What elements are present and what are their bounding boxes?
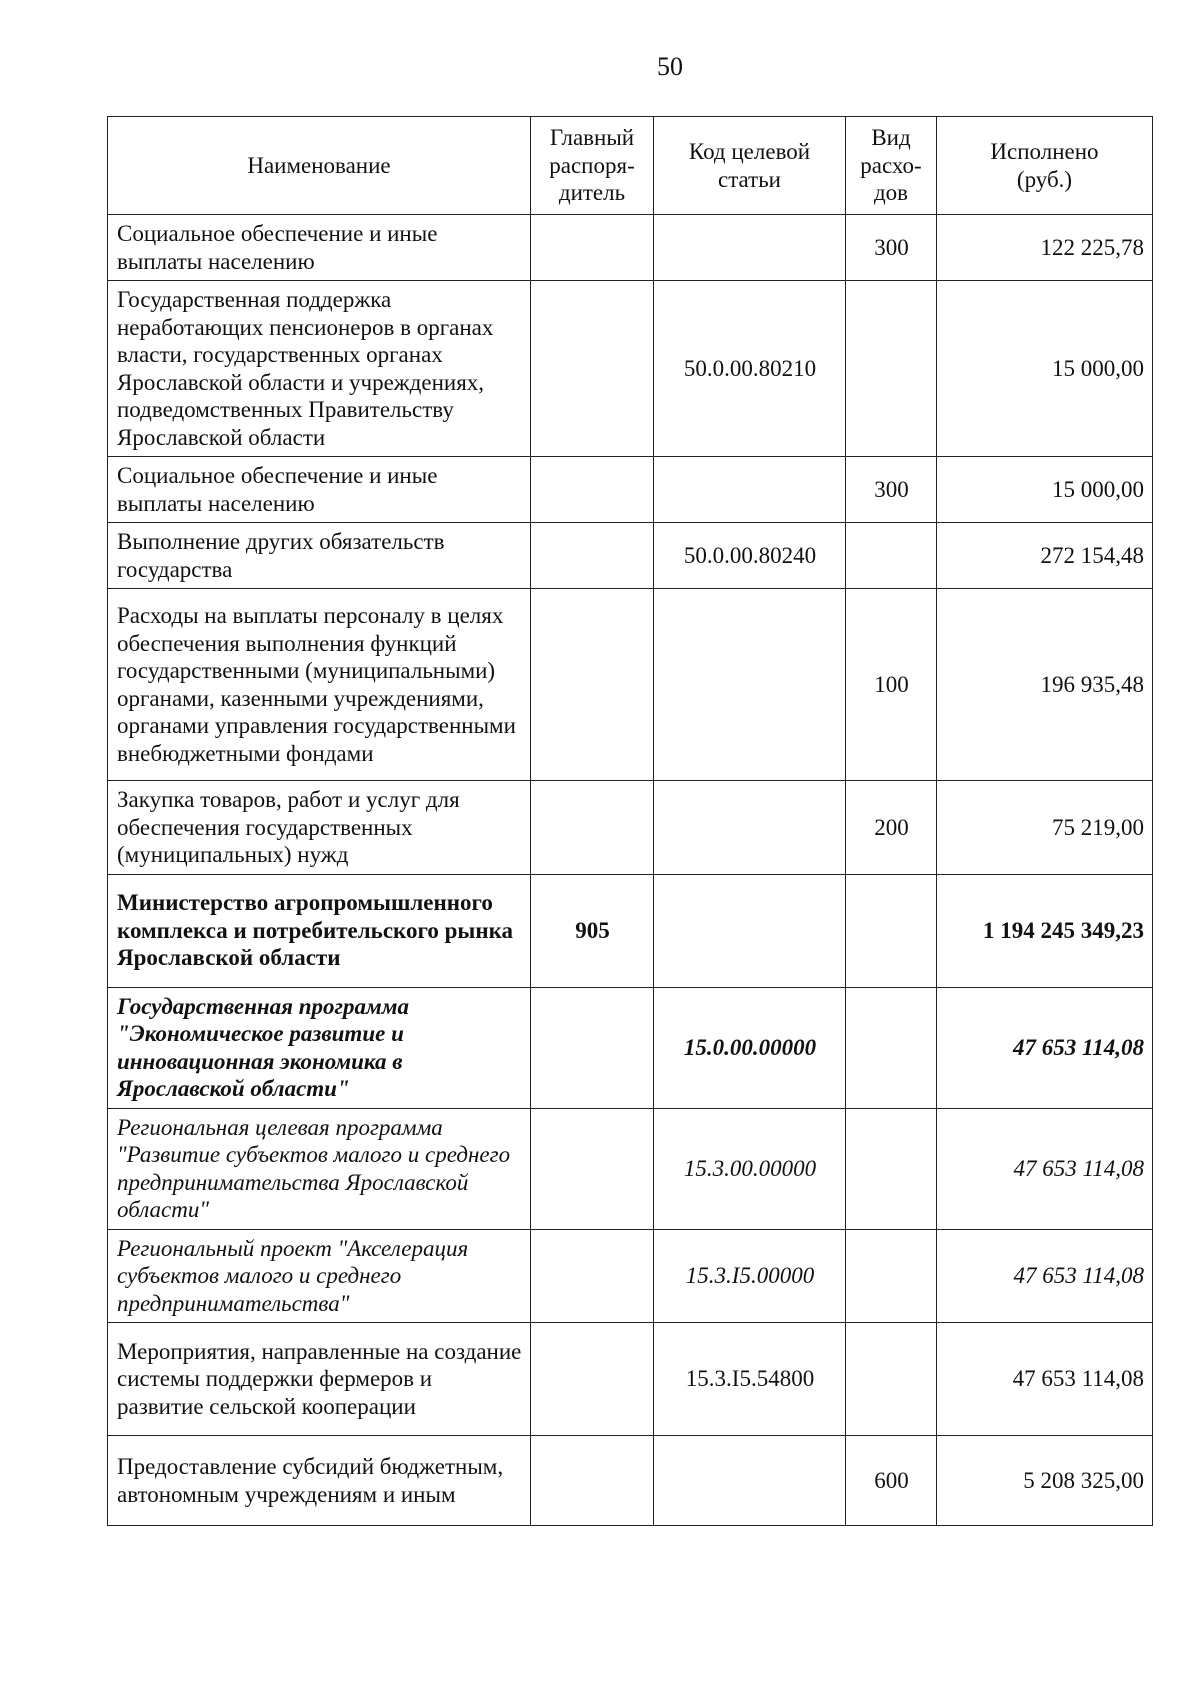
row-type-cell: 300 xyxy=(846,457,937,523)
row-name-cell: Мероприятия, направленные на создание системы поддержки фермеров и развитие сельской кооперации xyxy=(108,1323,531,1436)
header-executed: Исполнено (руб.) xyxy=(937,117,1153,215)
table-row xyxy=(108,874,1153,987)
row-amount-cell: 47 653 114,08 xyxy=(937,987,1153,1108)
header-code: Код целевой статьи xyxy=(654,117,846,215)
row-amount-cell: 272 154,48 xyxy=(937,523,1153,589)
row-name-cell: Государственная поддержка неработающих пенсионеров в органах власти, государственных органах Ярославской области и учреждениях, подведомственных Правительству Ярославской области xyxy=(108,281,531,457)
row-chief-cell: 905 xyxy=(531,874,654,987)
table-row xyxy=(108,987,1153,1108)
row-type-cell xyxy=(846,523,937,589)
row-type-cell xyxy=(846,1323,937,1436)
row-code-cell xyxy=(654,589,846,781)
row-amount-cell: 75 219,00 xyxy=(937,781,1153,875)
page-number: 50 xyxy=(657,52,683,81)
row-chief-cell xyxy=(531,987,654,1108)
row-code-cell: 50.0.00.80210 xyxy=(654,281,846,457)
table-row xyxy=(108,781,1153,875)
row-name-cell: Государственная программа "Экономическое развитие и инновационная экономика в Ярославской области" xyxy=(108,987,531,1108)
row-code-cell xyxy=(654,1436,846,1526)
row-chief-cell xyxy=(531,215,654,281)
row-type-cell: 300 xyxy=(846,215,937,281)
row-code-cell xyxy=(654,781,846,875)
row-amount-cell: 15 000,00 xyxy=(937,457,1153,523)
table-row xyxy=(108,589,1153,781)
row-amount-cell: 196 935,48 xyxy=(937,589,1153,781)
table-row xyxy=(108,523,1153,589)
row-chief-cell xyxy=(531,1323,654,1436)
row-code-cell: 15.3.I5.00000 xyxy=(654,1229,846,1323)
row-chief-cell xyxy=(531,1436,654,1526)
row-type-cell xyxy=(846,874,937,987)
row-code-cell xyxy=(654,215,846,281)
table-header-row xyxy=(108,117,1153,215)
table-row xyxy=(108,1323,1153,1436)
row-chief-cell xyxy=(531,457,654,523)
row-name-cell: Расходы на выплаты персоналу в целях обеспечения выполнения функций государственными (муниципальными) органами, казенными учреждениями, органами управления государственными внебюджетными фондами xyxy=(108,589,531,781)
row-chief-cell xyxy=(531,1108,654,1229)
row-code-cell: 50.0.00.80240 xyxy=(654,523,846,589)
row-name-cell: Региональная целевая программа "Развитие субъектов малого и среднего предпринимательства Ярославской области" xyxy=(108,1108,531,1229)
row-chief-cell xyxy=(531,589,654,781)
table-row xyxy=(108,1108,1153,1229)
table-row xyxy=(108,1229,1153,1323)
row-name-cell: Социальное обеспечение и иные выплаты населению xyxy=(108,457,531,523)
row-amount-cell: 5 208 325,00 xyxy=(937,1436,1153,1526)
row-type-cell xyxy=(846,987,937,1108)
row-amount-cell: 47 653 114,08 xyxy=(937,1323,1153,1436)
table-row xyxy=(108,281,1153,457)
row-amount-cell: 47 653 114,08 xyxy=(937,1108,1153,1229)
row-chief-cell xyxy=(531,523,654,589)
row-chief-cell xyxy=(531,1229,654,1323)
header-chief: Главный распоря- дитель xyxy=(531,117,654,215)
table-body xyxy=(108,215,1153,1526)
row-name-cell: Социальное обеспечение и иные выплаты населению xyxy=(108,215,531,281)
row-type-cell: 600 xyxy=(846,1436,937,1526)
row-code-cell: 15.0.00.00000 xyxy=(654,987,846,1108)
row-type-cell xyxy=(846,1229,937,1323)
row-chief-cell xyxy=(531,281,654,457)
budget-table xyxy=(107,116,1153,1526)
row-name-cell: Министерство агропромышленного комплекса и потребительского рынка Ярославской области xyxy=(108,874,531,987)
row-amount-cell: 122 225,78 xyxy=(937,215,1153,281)
row-type-cell: 100 xyxy=(846,589,937,781)
row-code-cell: 15.3.I5.54800 xyxy=(654,1323,846,1436)
row-chief-cell xyxy=(531,781,654,875)
row-amount-cell: 47 653 114,08 xyxy=(937,1229,1153,1323)
row-code-cell xyxy=(654,457,846,523)
row-name-cell: Предоставление субсидий бюджетным, автономным учреждениям и иным xyxy=(108,1436,531,1526)
row-name-cell: Региональный проект "Акселерация субъектов малого и среднего предпринимательства" xyxy=(108,1229,531,1323)
row-type-cell: 200 xyxy=(846,781,937,875)
row-amount-cell: 15 000,00 xyxy=(937,281,1153,457)
row-code-cell xyxy=(654,874,846,987)
table-row xyxy=(108,1436,1153,1526)
header-name: Наименование xyxy=(108,117,531,215)
row-name-cell: Закупка товаров, работ и услуг для обеспечения государственных (муниципальных) нужд xyxy=(108,781,531,875)
header-type: Вид расхо- дов xyxy=(846,117,937,215)
table-row xyxy=(108,215,1153,281)
row-amount-cell: 1 194 245 349,23 xyxy=(937,874,1153,987)
row-name-cell: Выполнение других обязательств государства xyxy=(108,523,531,589)
row-type-cell xyxy=(846,281,937,457)
row-type-cell xyxy=(846,1108,937,1229)
row-code-cell: 15.3.00.00000 xyxy=(654,1108,846,1229)
table-row xyxy=(108,457,1153,523)
